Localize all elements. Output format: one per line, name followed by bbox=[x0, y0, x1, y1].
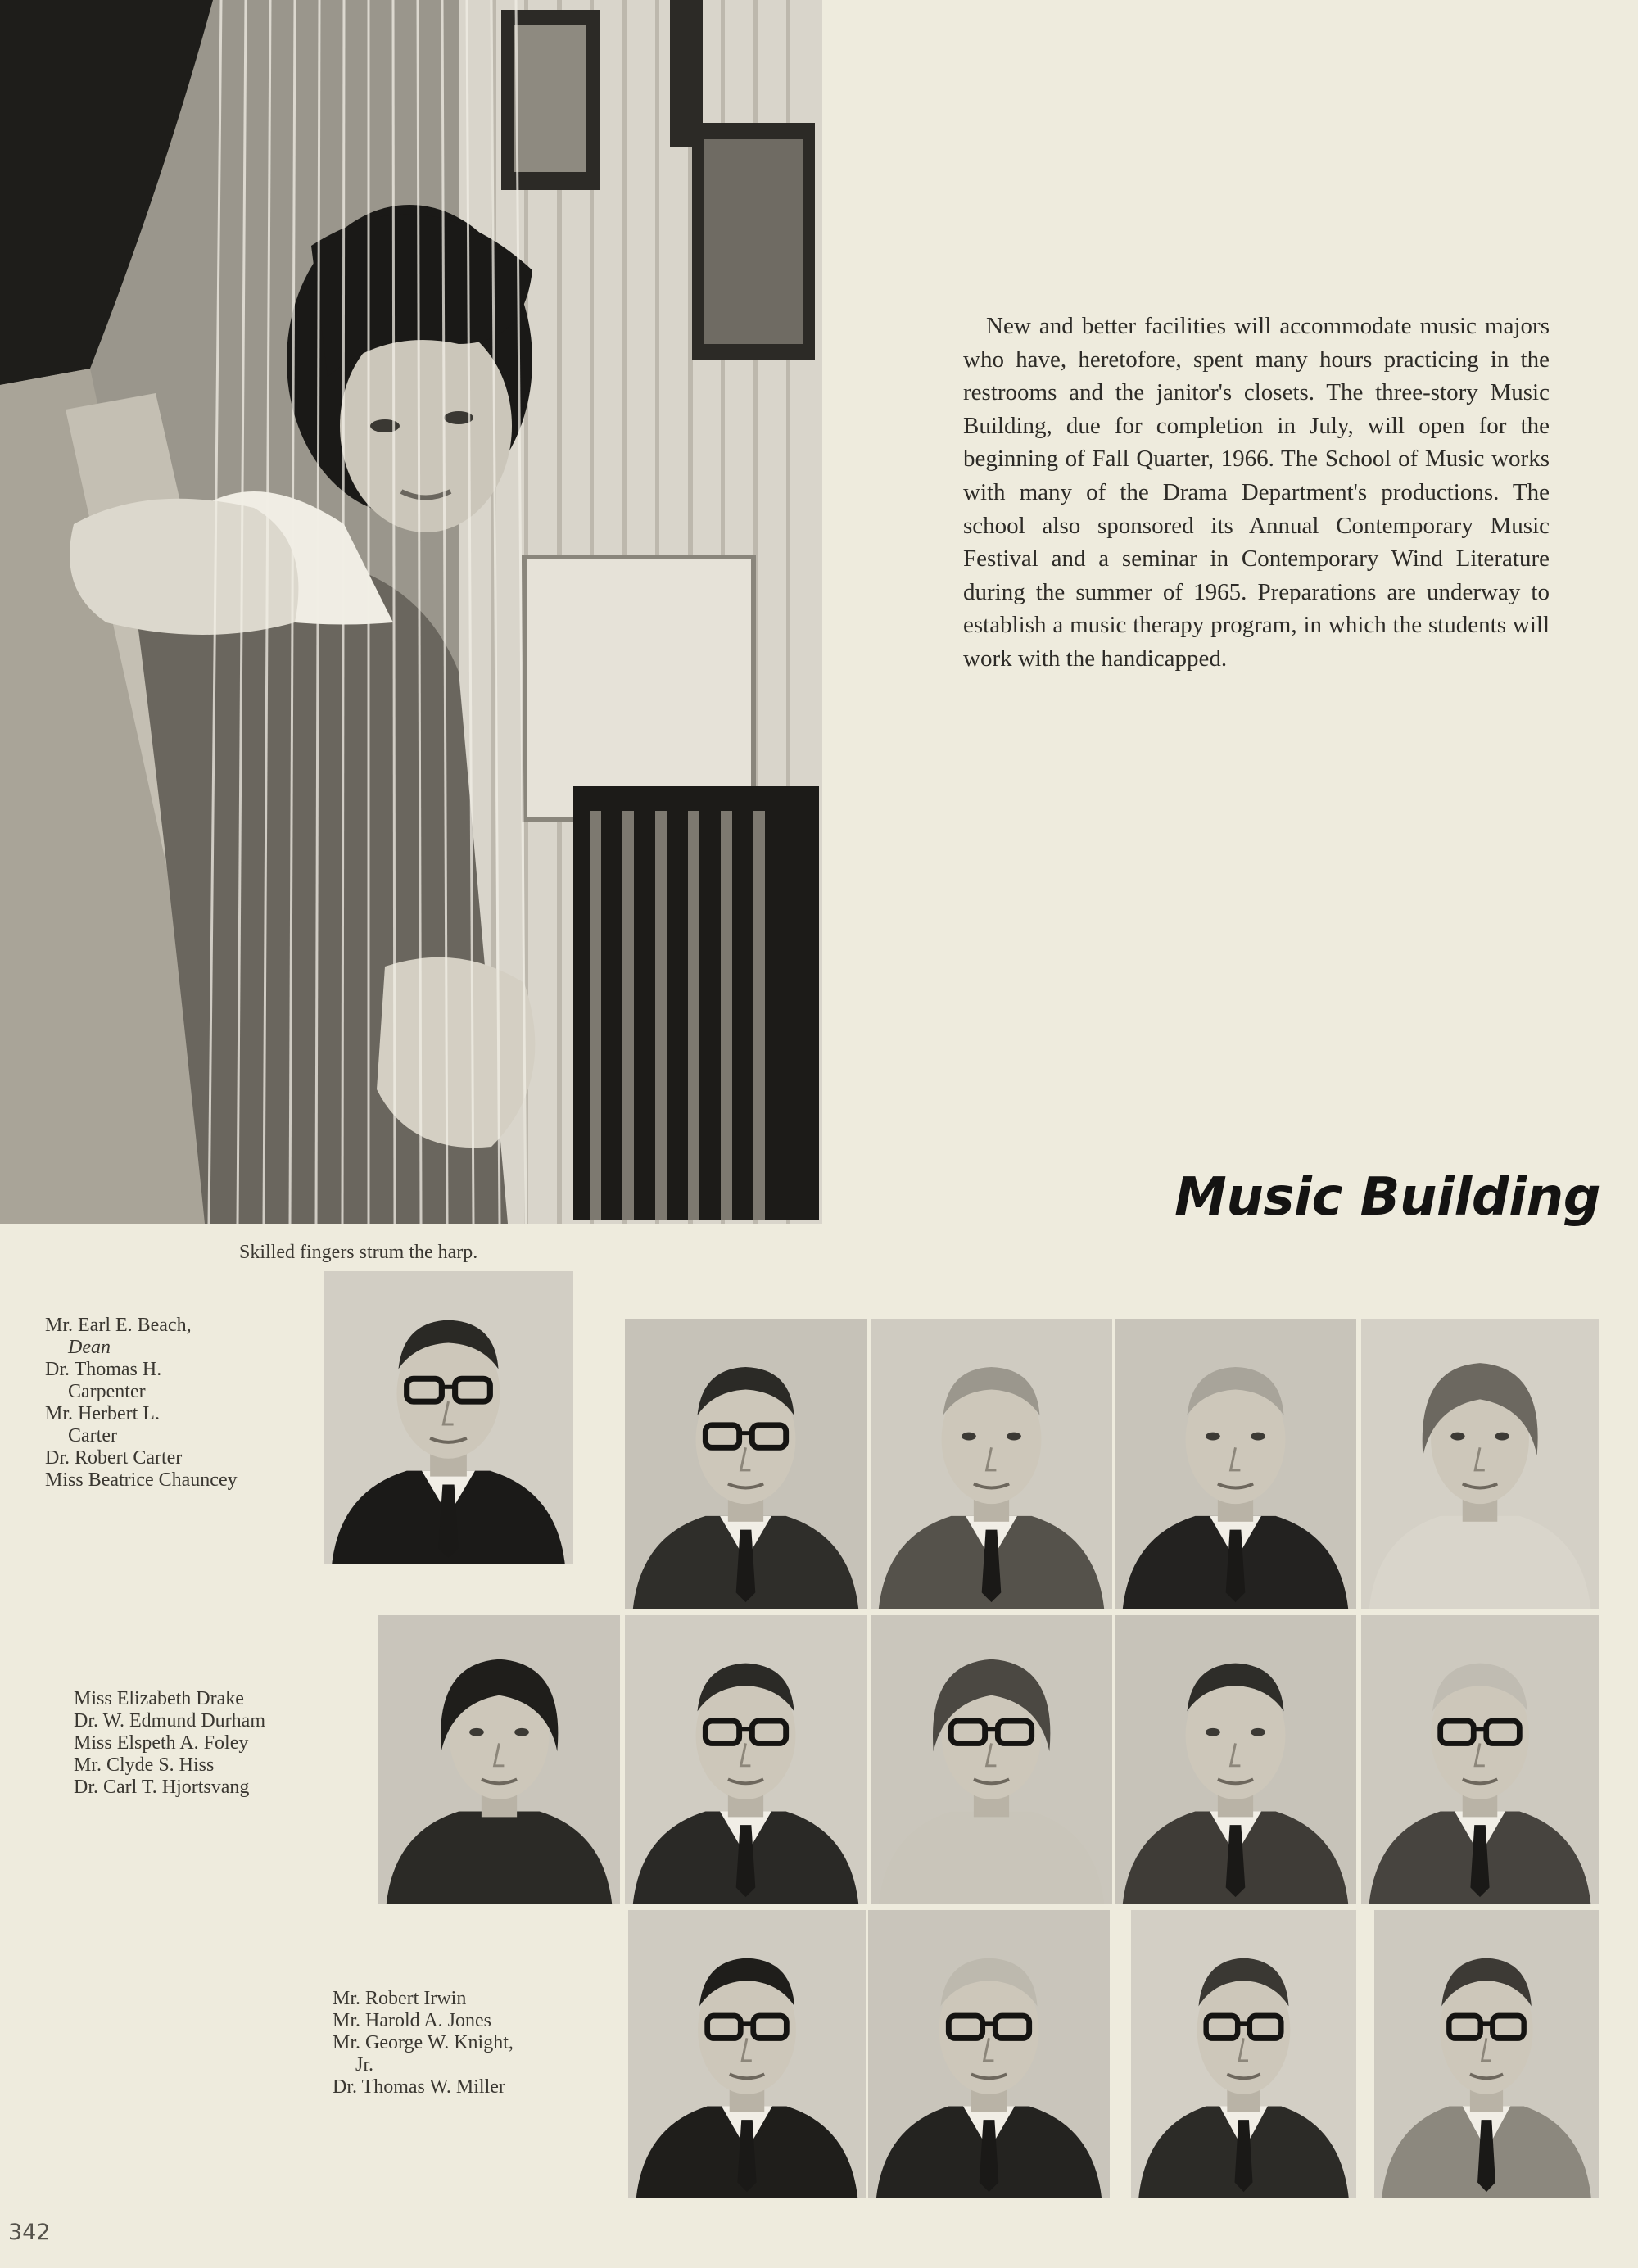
faculty-names-group-3 bbox=[333, 1988, 514, 2098]
portrait-illustration bbox=[1115, 1615, 1356, 1904]
portrait-illustration bbox=[378, 1615, 620, 1904]
faculty-portrait bbox=[378, 1615, 620, 1904]
faculty-portrait bbox=[625, 1615, 867, 1904]
faculty-portrait bbox=[1361, 1319, 1599, 1609]
faculty-name: Mr. Robert Irwin bbox=[333, 1988, 467, 2009]
faculty-portrait bbox=[1115, 1615, 1356, 1904]
faculty-portrait bbox=[871, 1615, 1112, 1904]
page-title: Music Building bbox=[1174, 1167, 1600, 1228]
faculty-portrait bbox=[324, 1271, 573, 1564]
portrait-illustration bbox=[871, 1319, 1112, 1609]
faculty-name: Miss Beatrice Chauncey bbox=[45, 1469, 238, 1491]
harp-photo-illustration bbox=[0, 0, 822, 1224]
faculty-portrait bbox=[1115, 1319, 1356, 1609]
intro-paragraph: New and better facilities will accommodate music majors who have, heretofore, spent many hours practicing in the restrooms and the janitor's closets. The three-story Music Building, due for completion in July, will open for the beginning of Fall Quarter, 1966. The School of Music works with many of the Drama Department's productions. The school also sponsored its Annual Contemporary Music Festival and a seminar in Contemporary Wind Literature during the summer of 1965. Preparations are underway to establish a music therapy program, in which the students will work with the handicapped. bbox=[963, 313, 1550, 672]
portrait-illustration bbox=[868, 1910, 1110, 2198]
faculty-name: Dr. Thomas H. bbox=[45, 1359, 162, 1380]
faculty-portrait bbox=[628, 1910, 866, 2198]
faculty-name: Mr. Harold A. Jones bbox=[333, 2010, 491, 2031]
faculty-name: Dr. W. Edmund Durham bbox=[74, 1710, 265, 1732]
hero-photo-caption: Skilled fingers strum the harp. bbox=[239, 1242, 478, 1263]
faculty-names-group-1 bbox=[45, 1315, 238, 1492]
portrait-illustration bbox=[1374, 1910, 1599, 2198]
page-number: 342 bbox=[8, 2220, 51, 2245]
faculty-portrait bbox=[1374, 1910, 1599, 2198]
portrait-illustration bbox=[625, 1319, 867, 1609]
portrait-illustration bbox=[1361, 1615, 1599, 1904]
faculty-portrait bbox=[625, 1319, 867, 1609]
faculty-portrait bbox=[1131, 1910, 1356, 2198]
faculty-name: Miss Elspeth A. Foley bbox=[74, 1732, 249, 1754]
faculty-name: Dr. Thomas W. Miller bbox=[333, 2076, 505, 2098]
portrait-illustration bbox=[1361, 1319, 1599, 1609]
faculty-name: Mr. Clyde S. Hiss bbox=[74, 1754, 215, 1776]
faculty-portrait bbox=[868, 1910, 1110, 2198]
faculty-title-text: Dean bbox=[68, 1337, 111, 1358]
faculty-names-group-2 bbox=[74, 1688, 265, 1799]
faculty-title bbox=[45, 1337, 238, 1359]
portrait-illustration bbox=[628, 1910, 866, 2198]
faculty-name-continued: Jr. bbox=[355, 2054, 374, 2076]
faculty-portrait bbox=[871, 1319, 1112, 1609]
faculty-name-continued: Carpenter bbox=[68, 1381, 146, 1402]
faculty-name: Miss Elizabeth Drake bbox=[74, 1688, 244, 1709]
faculty-name: Dr. Carl T. Hjortsvang bbox=[74, 1777, 250, 1798]
portrait-illustration bbox=[1115, 1319, 1356, 1609]
faculty-portrait bbox=[1361, 1615, 1599, 1904]
faculty-name: Mr. Earl E. Beach, bbox=[45, 1315, 192, 1336]
portrait-illustration bbox=[871, 1615, 1112, 1904]
portrait-illustration bbox=[324, 1271, 573, 1564]
faculty-name-continued: Carter bbox=[68, 1425, 117, 1446]
hero-photo-harp-player bbox=[0, 0, 822, 1224]
portrait-illustration bbox=[625, 1615, 867, 1904]
faculty-name: Mr. Herbert L. bbox=[45, 1403, 160, 1424]
faculty-name: Dr. Robert Carter bbox=[45, 1447, 183, 1469]
portrait-illustration bbox=[1131, 1910, 1356, 2198]
faculty-name: Mr. George W. Knight, bbox=[333, 2032, 514, 2053]
